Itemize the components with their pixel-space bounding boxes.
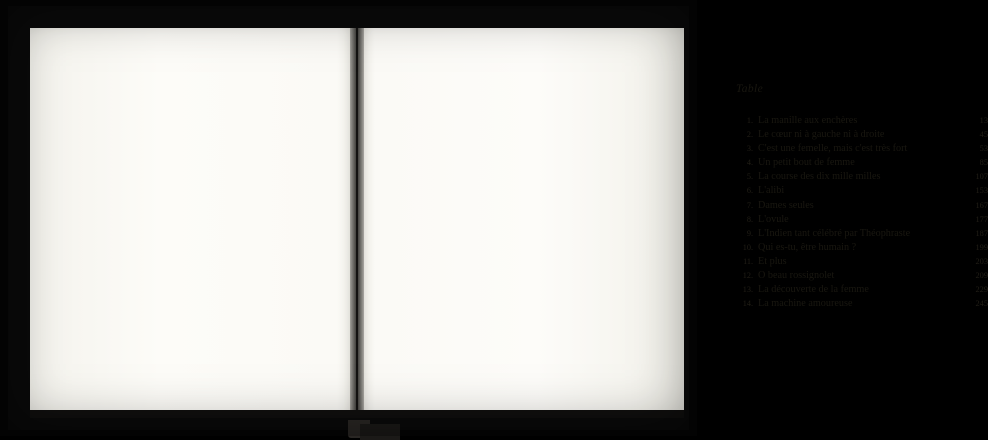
toc-entry-label: Dames seules bbox=[758, 199, 814, 211]
toc-entry-page: 167 bbox=[975, 200, 988, 210]
toc-entry-label: Un petit bout de femme bbox=[758, 157, 855, 169]
toc-entry-page: 85 bbox=[979, 158, 988, 168]
toc-entry bbox=[736, 114, 988, 128]
toc-entry bbox=[736, 241, 988, 255]
toc-entry bbox=[736, 184, 988, 198]
toc-entry bbox=[736, 156, 988, 170]
toc-entry-number: 12. bbox=[742, 271, 753, 281]
toc-entry-label: La manille aux enchères bbox=[758, 115, 858, 126]
toc-entry bbox=[736, 128, 988, 142]
page-bottom-edge bbox=[30, 410, 684, 418]
toc-entry-number: 8. bbox=[746, 214, 753, 224]
toc-entry bbox=[736, 199, 988, 213]
toc-entry-label: La course des dix mille milles bbox=[758, 171, 881, 183]
left-page bbox=[30, 28, 356, 416]
toc-entry-label: L'alibi bbox=[758, 185, 785, 197]
toc-entry bbox=[736, 142, 988, 156]
toc-entry-number: 3. bbox=[746, 144, 753, 154]
toc-entry bbox=[736, 269, 988, 283]
book-gutter bbox=[350, 28, 364, 416]
toc-list bbox=[736, 114, 988, 311]
toc-entry-number: 13. bbox=[742, 285, 753, 295]
toc-entry-page: 13 bbox=[979, 116, 988, 125]
toc-entry-page: 187 bbox=[975, 228, 988, 238]
toc-entry bbox=[736, 297, 988, 311]
toc-entry-number: 1. bbox=[746, 116, 753, 125]
toc-entry bbox=[736, 213, 988, 227]
toc-entry-label: La machine amoureuse bbox=[758, 298, 853, 310]
toc-entry-label: L'ovule bbox=[758, 213, 789, 225]
toc-entry-number: 11. bbox=[743, 256, 753, 266]
toc-entry-page: 203 bbox=[975, 256, 988, 266]
toc-entry-label: Qui es-tu, être humain ? bbox=[758, 241, 857, 253]
toc-entry-page: 199 bbox=[975, 242, 988, 252]
toc-entry bbox=[736, 283, 988, 297]
toc-entry-number: 6. bbox=[746, 186, 753, 196]
toc-entry-page: 45 bbox=[979, 130, 988, 140]
toc-entry-page: 209 bbox=[975, 271, 988, 281]
toc-entry bbox=[736, 255, 988, 269]
book-spread bbox=[30, 28, 988, 416]
toc-entry-page: 53 bbox=[979, 144, 988, 154]
toc-entry bbox=[736, 227, 988, 241]
toc-title: Table bbox=[736, 83, 764, 95]
toc-entry-number: 7. bbox=[746, 200, 753, 210]
book-board bbox=[8, 6, 988, 430]
toc-entry-label: C'est une femelle, mais c'est très fort bbox=[758, 143, 908, 155]
toc-entry-page: 245 bbox=[975, 299, 988, 309]
table-of-contents bbox=[736, 83, 988, 311]
spine-shadow bbox=[360, 424, 400, 440]
toc-entry-page: 229 bbox=[975, 285, 988, 295]
toc-entry-number: 2. bbox=[746, 130, 753, 140]
toc-entry-label: La découverte de la femme bbox=[758, 284, 869, 296]
toc-entry-label: L'Indien tant célébré par Théophraste bbox=[758, 227, 911, 239]
toc-entry-label: Et plus bbox=[758, 255, 787, 267]
toc-entry-number: 4. bbox=[746, 158, 753, 168]
toc-entry-number: 14. bbox=[742, 299, 753, 309]
toc-entry-number: 9. bbox=[746, 228, 753, 238]
toc-entry bbox=[736, 170, 988, 184]
toc-entry-label: O beau rossignolet bbox=[758, 270, 835, 282]
right-page bbox=[358, 28, 988, 416]
toc-entry-number: 5. bbox=[746, 172, 753, 182]
toc-entry-page: 153 bbox=[975, 186, 988, 196]
toc-entry-page: 107 bbox=[975, 172, 988, 182]
toc-entry-label: Le cœur ni à gauche ni à droite bbox=[758, 129, 885, 141]
toc-entry-number: 10. bbox=[742, 242, 753, 252]
toc-entry-page: 177 bbox=[975, 214, 988, 224]
